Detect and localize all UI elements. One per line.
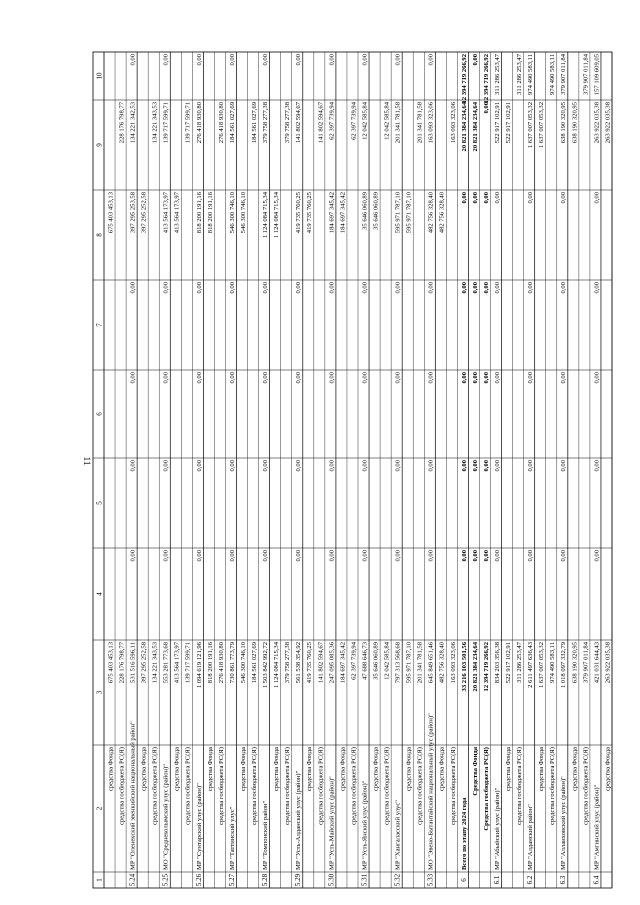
cell-value: 0,00 <box>471 372 479 384</box>
cell-value: 0,00 <box>493 282 501 294</box>
row-number: 5.27 <box>227 873 236 887</box>
cell-value: 421 031 644,43 <box>593 642 601 684</box>
cell-value: 0,00 <box>471 550 479 562</box>
cell-value: 546 300 746,10 <box>228 192 236 234</box>
row-name: средства Фонда <box>140 747 148 792</box>
cell-value: 62 397 739,94 <box>350 642 358 680</box>
row-number: 5.32 <box>393 873 402 887</box>
cell-value: 276 418 930,80 <box>195 102 203 144</box>
cell-value: 546 300 746,10 <box>239 642 247 684</box>
cell-value: 1 637 007 053,32 <box>527 102 535 149</box>
cell-value: 379 907 011,84 <box>582 54 590 95</box>
funding-table <box>93 52 612 888</box>
row-name: средства Фонда <box>306 747 314 792</box>
cell-value: 0,00 <box>460 282 468 294</box>
cell-value: 0,00 <box>471 282 479 294</box>
cell-value: 1 503 842 992,72 <box>262 642 270 689</box>
cell-value: 0,00 <box>262 460 270 472</box>
row-name: МР "Сунтарский улус (район)" <box>195 783 203 870</box>
row-name: средства Фонда <box>239 747 247 792</box>
column-header: 1 <box>95 878 104 882</box>
cell-value: 0,00 <box>593 460 601 472</box>
cell-value: 184 561 027,69 <box>251 102 259 144</box>
row-name: МР "Оленекский эвенкийский национальный район" <box>129 721 137 870</box>
cell-value: 0,00 <box>427 282 435 294</box>
row-name: средства госбюджета РС(Я) <box>184 747 192 826</box>
cell-value: 0,00 <box>427 54 435 66</box>
cell-value: 531 516 596,11 <box>129 642 137 683</box>
row-name: средства Фонда <box>206 747 214 792</box>
cell-value: 0,00 <box>328 282 336 294</box>
cell-value: 139 717 599,71 <box>184 642 192 684</box>
cell-value: 12 042 585,84 <box>383 642 391 680</box>
row-name: средства госбюджета РС(Я) <box>549 747 557 826</box>
row-name: средства Фонда <box>273 747 281 792</box>
row-name: средства госбюджета РС(Я) <box>284 747 292 826</box>
row-name: средства Фонда <box>339 747 347 792</box>
cell-value: 379 758 277,38 <box>284 102 292 144</box>
cell-value: 12 394 719 266,92 <box>482 642 490 692</box>
cell-value: 546 300 746,10 <box>239 192 247 234</box>
cell-value: 0,00 <box>527 460 535 472</box>
cell-value: 157 109 609,05 <box>593 54 601 96</box>
cell-value: 134 221 343,53 <box>151 102 159 144</box>
cell-value: 522 917 102,91 <box>505 642 513 684</box>
cell-value: 184 561 027,69 <box>251 642 259 684</box>
row-name: средства Фонда <box>405 747 413 792</box>
cell-value: 974 490 583,11 <box>549 54 557 95</box>
cell-value: 1 124 084 715,34 <box>273 192 281 239</box>
cell-value: 0,00 <box>482 372 490 384</box>
row-number: 5.30 <box>327 873 336 887</box>
cell-value: 12 394 719 266,92 <box>482 54 490 104</box>
cell-value: 482 756 328,40 <box>427 192 435 234</box>
cell-value: 35 646 060,89 <box>372 192 380 230</box>
cell-value: 818 200 191,16 <box>206 192 214 234</box>
cell-value: 0,00 <box>295 460 303 472</box>
row-name: средства Фонда <box>372 747 380 792</box>
cell-value: 482 756 328,40 <box>438 192 446 234</box>
cell-value: 0,00 <box>593 372 601 384</box>
cell-value: 0,00 <box>262 282 270 294</box>
row-name: средства Фонда <box>505 747 513 792</box>
cell-value: 311 286 253,47 <box>516 54 524 95</box>
cell-value: 247 095 085,36 <box>328 642 336 684</box>
cell-value: 0,00 <box>460 460 468 472</box>
cell-value: 0,00 <box>394 372 402 384</box>
cell-value: 20 821 384 234,64 <box>471 642 479 692</box>
cell-value: 0,00 <box>361 372 369 384</box>
cell-value: 184 697 345,42 <box>339 192 347 234</box>
row-number: 6.2 <box>526 875 535 885</box>
cell-value: 0,00 <box>162 550 170 562</box>
cell-value: 595 971 787,10 <box>405 642 413 684</box>
row-name: Средства Фонда <box>471 747 479 796</box>
cell-value: 0,00 <box>593 282 601 294</box>
column-header: 2 <box>95 806 104 811</box>
cell-value: 0,00 <box>593 192 601 204</box>
cell-value: 0,00 <box>228 460 236 472</box>
cell-value: 0,00 <box>262 54 270 66</box>
cell-value: 12 394 719 266,92 <box>460 54 468 104</box>
cell-value: 62 397 739,94 <box>350 102 358 140</box>
cell-value: 1 637 007 053,32 <box>538 102 546 149</box>
cell-value: 0,00 <box>394 54 402 66</box>
cell-value: 134 221 343,53 <box>151 642 159 684</box>
cell-value: 0,00 <box>471 460 479 472</box>
cell-value: 834 203 356,38 <box>493 642 501 684</box>
row-number: 5.33 <box>426 873 435 887</box>
row-name: МР "Томпонский район" <box>262 800 270 870</box>
cell-value: 0,00 <box>394 282 402 294</box>
cell-value: 379 907 011,84 <box>582 642 590 683</box>
row-name: МО "Эвено-Бытантайский национальный улус (район)" <box>427 713 435 870</box>
row-name: Средства госбюджета РС(Я) <box>482 747 490 831</box>
cell-value: 0,00 <box>471 54 479 66</box>
row-number: 6 <box>459 878 468 882</box>
cell-value: 0,00 <box>129 550 137 562</box>
cell-value: 0,00 <box>471 192 479 204</box>
cell-value: 595 971 787,10 <box>394 192 402 234</box>
cell-value: 0,00 <box>129 282 137 294</box>
cell-value: 0,00 <box>560 550 568 562</box>
cell-value: 0,00 <box>394 550 402 562</box>
row-name: средства госбюджета РС(Я) <box>582 747 590 826</box>
cell-value: 0,00 <box>162 372 170 384</box>
cell-value: 0,00 <box>493 192 501 204</box>
row-name: МО "Среднеколымский улус (район)" <box>162 764 170 870</box>
row-name: МР "Усть-Алданский улус (район)" <box>295 770 303 870</box>
cell-value: 1 094 619 121,96 <box>195 642 203 689</box>
column-header: 10 <box>95 72 104 80</box>
cell-value: 0,00 <box>560 192 568 204</box>
row-name: средства госбюджета РС(Я) <box>516 747 524 826</box>
row-number: 5.25 <box>161 873 170 887</box>
cell-value: 0,00 <box>527 550 535 562</box>
cell-value: 379 907 011,84 <box>560 54 568 95</box>
cell-value: 397 295 253,58 <box>129 192 137 234</box>
cell-value: 0,00 <box>460 550 468 562</box>
column-header: 3 <box>95 690 104 695</box>
cell-value: 1 018 097 332,79 <box>560 642 568 689</box>
row-number: 5.28 <box>261 873 270 887</box>
row-name: МР "Аллаиховский улус (район)" <box>560 776 568 870</box>
row-number: 6.3 <box>559 875 568 885</box>
cell-value: 0,00 <box>427 372 435 384</box>
row-name: средства Фонда <box>538 747 546 792</box>
row-name: средства Фонда <box>604 747 612 792</box>
row-name: средства госбюджета РС(Я) <box>449 747 457 826</box>
cell-value: 730 861 773,79 <box>228 642 236 684</box>
row-name: средства Фонда <box>107 747 115 792</box>
cell-value: 12 042 585,84 <box>383 102 391 140</box>
cell-value: 0,00 <box>328 460 336 472</box>
cell-value: 35 646 060,89 <box>372 642 380 680</box>
row-name: средства госбюджета РС(Я) <box>217 747 225 826</box>
column-header: 5 <box>95 501 104 505</box>
cell-value: 0,00 <box>262 372 270 384</box>
cell-value: 0,00 <box>560 460 568 472</box>
cell-value: 0,00 <box>593 550 601 562</box>
cell-value: 201 341 781,58 <box>416 642 424 684</box>
cell-value: 675 403 453,13 <box>107 642 115 684</box>
cell-value: 0,00 <box>527 282 535 294</box>
cell-value: 33 216 103 501,56 <box>460 642 468 692</box>
cell-value: 522 917 102,91 <box>493 102 501 144</box>
row-name: средства госбюджета РС(Я) <box>151 747 159 826</box>
cell-value: 201 341 781,58 <box>394 102 402 144</box>
column-header: 6 <box>95 412 104 416</box>
cell-value: 276 418 930,80 <box>217 642 225 684</box>
cell-value: 413 564 173,97 <box>173 192 181 234</box>
cell-value: 0,00 <box>228 54 236 66</box>
row-name: МР "Таттинский улус" <box>228 806 236 870</box>
row-number: 5.31 <box>360 873 369 887</box>
cell-value: 134 221 342,53 <box>129 102 137 144</box>
cell-value: 0,00 <box>295 372 303 384</box>
row-name: средства Фонда <box>438 747 446 792</box>
cell-value: 0,00 <box>295 550 303 562</box>
row-name: средства госбюджета РС(Я) <box>251 747 259 826</box>
cell-value: 595 971 787,10 <box>405 192 413 234</box>
cell-value: 0,00 <box>493 372 501 384</box>
cell-value: 139 717 599,71 <box>162 102 170 144</box>
cell-value: 184 697 345,42 <box>328 192 336 234</box>
cell-value: 0,00 <box>361 282 369 294</box>
cell-value: 0,00 <box>527 192 535 204</box>
cell-value: 413 564 173,97 <box>162 192 170 234</box>
cell-value: 0,00 <box>527 372 535 384</box>
cell-value: 0,00 <box>162 282 170 294</box>
cell-value: 263 922 035,38 <box>593 102 601 144</box>
page-number: 11 <box>82 456 92 466</box>
cell-value: 0,00 <box>493 550 501 562</box>
row-name: МР "Абыйский улус (район)" <box>493 787 501 870</box>
cell-value: 1 124 084 715,34 <box>262 192 270 239</box>
cell-value: 818 200 191,16 <box>195 192 203 234</box>
cell-value: 0,00 <box>493 460 501 472</box>
cell-value: 0,00 <box>427 460 435 472</box>
cell-value: 2 611 497 636,43 <box>527 642 535 688</box>
cell-value: 201 341 781,58 <box>416 102 424 144</box>
cell-value: 397 295 252,58 <box>140 192 148 234</box>
cell-value: 0,00 <box>328 372 336 384</box>
column-header: 8 <box>95 233 104 237</box>
cell-value: 311 286 253,47 <box>493 54 501 95</box>
row-name: средства госбюджета РС(Я) <box>350 747 358 826</box>
row-name: МР "Усть-Майский улус (район)" <box>328 776 336 870</box>
row-name: МР "Хангаласский улус" <box>394 800 402 870</box>
cell-value: 141 802 594,67 <box>295 102 303 144</box>
cell-value: 675 403 453,13 <box>107 192 115 234</box>
cell-value: 0,00 <box>195 282 203 294</box>
cell-value: 797 313 568,68 <box>394 642 402 684</box>
cell-value: 419 735 760,25 <box>306 642 314 684</box>
row-name: средства госбюджета РС(Я) <box>416 747 424 826</box>
column-header: 7 <box>95 323 104 327</box>
cell-value: 974 490 583,11 <box>527 54 535 95</box>
cell-value: 20 821 384 234,64 <box>460 102 468 152</box>
cell-value: 0,00 <box>427 550 435 562</box>
cell-value: 419 735 760,25 <box>295 192 303 234</box>
cell-value: 0,00 <box>460 192 468 204</box>
cell-value: 561 538 354,92 <box>295 642 303 684</box>
cell-value: 0,00 <box>228 282 236 294</box>
cell-value: 12 042 585,84 <box>361 102 369 140</box>
row-name: МР "Амгинский улус (район)" <box>593 784 601 870</box>
cell-value: 0,00 <box>482 102 490 114</box>
cell-value: 0,00 <box>482 550 490 562</box>
cell-value: 419 735 760,25 <box>306 192 314 234</box>
row-number: 6.4 <box>592 875 601 885</box>
cell-value: 0,00 <box>361 550 369 562</box>
cell-value: 0,00 <box>195 550 203 562</box>
cell-value: 0,00 <box>129 372 137 384</box>
cell-value: 163 093 323,06 <box>427 102 435 144</box>
cell-value: 0,00 <box>162 54 170 66</box>
row-name: средства госбюджета РС(Я) <box>118 747 126 826</box>
cell-value: 818 200 191,16 <box>206 642 214 684</box>
cell-value: 0,00 <box>129 460 137 472</box>
cell-value: 522 917 102,91 <box>505 102 513 144</box>
cell-value: 263 922 035,38 <box>604 642 612 684</box>
cell-value: 638 190 320,95 <box>571 642 579 684</box>
cell-value: 141 802 594,67 <box>317 102 325 144</box>
row-number: 5.26 <box>194 873 203 887</box>
cell-value: 47 688 646,73 <box>361 642 369 680</box>
cell-value: 0,00 <box>129 54 137 66</box>
cell-value: 311 286 253,47 <box>516 642 524 683</box>
cell-value: 482 756 328,40 <box>438 642 446 684</box>
row-number: 6.1 <box>492 875 501 885</box>
row-number: 5.24 <box>128 873 137 887</box>
cell-value: 263 922 035,38 <box>604 102 612 144</box>
cell-value: 163 093 323,06 <box>449 102 457 144</box>
cell-value: 397 295 252,58 <box>140 642 148 684</box>
cell-value: 141 802 594,67 <box>317 642 325 684</box>
cell-value: 645 849 651,46 <box>427 642 435 684</box>
cell-value: 20 821 384 234,64 <box>471 102 479 152</box>
cell-value: 974 490 583,11 <box>549 642 557 683</box>
cell-value: 0,00 <box>460 372 468 384</box>
cell-value: 413 564 173,97 <box>173 642 181 684</box>
cell-value: 163 093 323,06 <box>449 642 457 684</box>
cell-value: 0,00 <box>394 460 402 472</box>
cell-value: 0,00 <box>361 460 369 472</box>
cell-value: 0,00 <box>295 282 303 294</box>
row-name: средства Фонда <box>173 747 181 792</box>
cell-value: 0,00 <box>262 550 270 562</box>
column-header: 4 <box>95 592 104 596</box>
cell-value: 62 397 739,94 <box>328 102 336 140</box>
cell-value: 139 717 599,71 <box>184 102 192 144</box>
cell-value: 228 176 798,77 <box>118 642 126 684</box>
cell-value: 0,00 <box>228 372 236 384</box>
column-header: 9 <box>95 143 104 147</box>
cell-value: 0,00 <box>195 372 203 384</box>
row-name: МР "Усть-Янский улус (район)" <box>361 780 369 870</box>
cell-value: 0,00 <box>328 550 336 562</box>
cell-value: 0,00 <box>560 282 568 294</box>
cell-value: 0,00 <box>228 550 236 562</box>
cell-value: 0,00 <box>195 54 203 66</box>
cell-value: 35 646 060,89 <box>361 192 369 230</box>
row-number: 5.29 <box>294 873 303 887</box>
cell-value: 379 758 277,38 <box>284 642 292 684</box>
cell-value: 0,00 <box>361 54 369 66</box>
row-name: МР "Алданский район" <box>527 804 535 870</box>
cell-value: 184 561 027,69 <box>228 102 236 144</box>
row-name: средства госбюджета РС(Я) <box>317 747 325 826</box>
cell-value: 638 190 320,95 <box>560 102 568 144</box>
cell-value: 553 281 773,68 <box>162 642 170 684</box>
cell-value: 228 176 798,77 <box>118 102 126 144</box>
cell-value: 1 637 007 053,32 <box>538 642 546 689</box>
cell-value: 0,00 <box>482 192 490 204</box>
cell-value: 0,00 <box>295 54 303 66</box>
cell-value: 0,00 <box>195 460 203 472</box>
cell-value: 276 418 930,80 <box>217 102 225 144</box>
cell-value: 0,00 <box>482 460 490 472</box>
cell-value: 0,00 <box>482 282 490 294</box>
cell-value: 0,00 <box>560 372 568 384</box>
row-name: средства госбюджета РС(Я) <box>383 747 391 826</box>
cell-value: 0,00 <box>162 460 170 472</box>
cell-value: 379 758 277,38 <box>262 102 270 144</box>
cell-value: 184 697 345,42 <box>339 642 347 684</box>
row-name: средства Фонда <box>571 747 579 792</box>
cell-value: 0,00 <box>328 54 336 66</box>
row-name: Всего по этапу 2024 года <box>460 797 468 870</box>
cell-value: 1 124 084 715,34 <box>273 642 281 689</box>
cell-value: 638 190 320,95 <box>571 102 579 144</box>
